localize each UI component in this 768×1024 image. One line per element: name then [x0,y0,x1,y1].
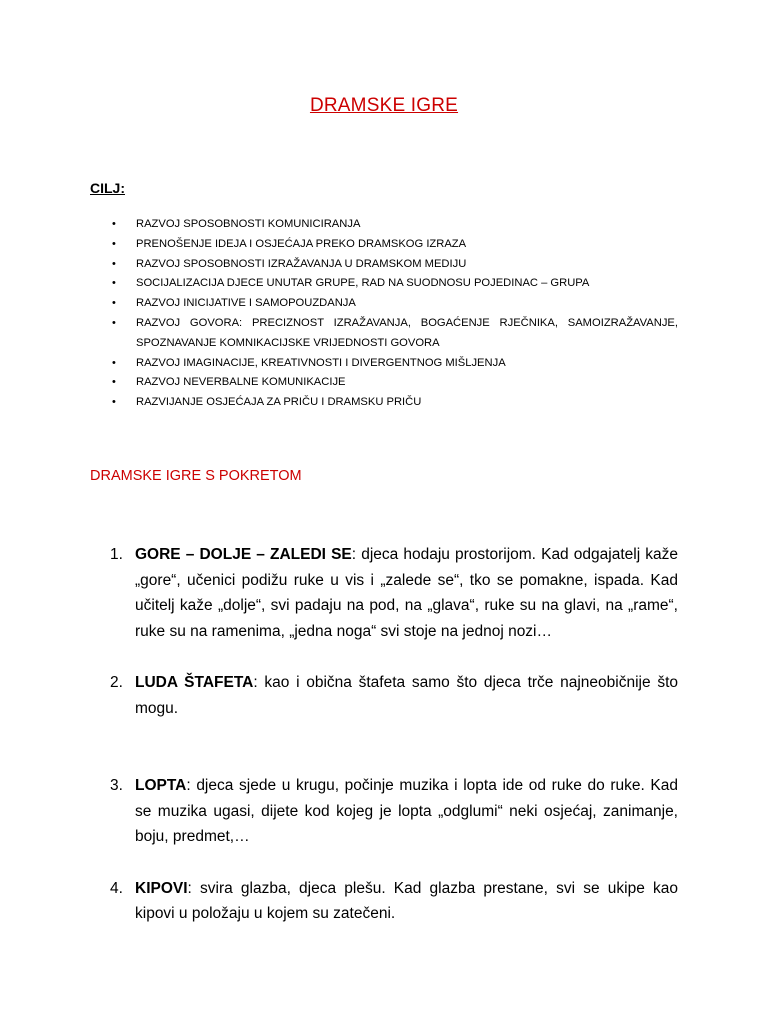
goal-text: RAZVIJANJE OSJEĆAJA ZA PRIČU I DRAMSKU PRIČU [136,396,422,409]
bullet-icon: • [112,376,116,389]
goal-item [112,294,678,314]
game-name: LUDA ŠTAFETA [135,674,254,691]
game-description: : svira glazba, djeca plešu. Kad glazba prestane, svi se ukipe kao kipovi u položaju u kojem su zatečeni. [135,879,678,922]
bullet-icon: • [112,237,116,250]
game-list [110,542,678,927]
goal-item [112,235,678,255]
goal-text: RAZVOJ NEVERBALNE KOMUNIKACIJE [136,376,346,389]
goal-item [112,255,678,275]
bullet-icon: • [112,257,116,270]
bullet-icon: • [112,396,116,409]
goal-text: PRENOŠENJE IDEJA I OSJEĆAJA PREKO DRAMSKOG IZRAZA [136,237,467,250]
goal-text: RAZVOJ SPOSOBNOSTI IZRAŽAVANJA U DRAMSKOM MEDIJU [136,257,467,270]
section-heading: DRAMSKE IGRE S POKRETOM [90,468,302,484]
game-name: KIPOVI [135,879,188,897]
goal-item [112,215,678,235]
game-item [110,670,678,721]
bullet-icon: • [112,356,116,369]
game-number: 1. [110,546,123,563]
game-number: 4. [110,879,123,897]
goal-item [112,314,678,354]
game-description: : kao i obična štafeta samo što djeca trče najneobičnije što mogu. [135,674,678,717]
goal-text: RAZVOJ SPOSOBNOSTI KOMUNICIRANJA [136,218,361,230]
game-description: : djeca sjede u krugu, počinje muzika i lopta ide od ruke do ruke. Kad se muzika ugasi, dijete kod kojeg je lopta „odglumi“ neki osjećaj, zanimanje, boju, predmet,… [135,777,678,845]
goal-text: SOCIJALIZACIJA DJECE UNUTAR GRUPE, RAD NA SUODNOSU POJEDINAC – GRUPA [136,277,590,290]
bullet-icon: • [112,277,116,290]
game-name: GORE – DOLJE – ZALEDI SE [135,546,352,563]
game-number: 3. [110,777,123,794]
goal-heading: CILJ: [90,180,125,196]
goal-text: RAZVOJ INICIJATIVE I SAMOPOUZDANJA [136,297,356,310]
game-description: : djeca hodaju prostorijom. Kad odgajatelj kaže „gore“, učenici podižu ruke u vis i „zalede se“, tko se pomakne, ispada. Kad učitelj kaže „dolje“, svi padaju na pod, na „glava“, ruke su na glavi, na „rame“, ruke su na ramenima, „jedna noga“ svi stoje na jednoj nozi… [135,546,679,640]
document-title: DRAMSKE IGRE [309,95,459,116]
goal-item [112,373,678,393]
goal-item [112,274,678,294]
bullet-icon: • [112,218,116,230]
bullet-icon: • [112,316,116,329]
game-item [110,542,678,644]
goal-item [112,393,678,413]
game-name: LOPTA [135,777,187,794]
game-number: 2. [110,674,123,691]
game-item [110,876,678,927]
bullet-icon: • [112,297,116,310]
goal-text: RAZVOJ GOVORA: PRECIZNOST IZRAŽAVANJA, BOGAĆENJE RJEČNIKA, SAMOIZRAŽAVANJE, SPOZNAVANJE KOMNIKACIJSKE VRIJEDNOSTI GOVORA [136,316,678,349]
goal-text: RAZVOJ IMAGINACIJE, KREATIVNOSTI I DIVERGENTNOG MIŠLJENJA [136,356,506,369]
goal-item [112,354,678,374]
game-item [110,773,678,850]
goal-list [112,215,678,413]
